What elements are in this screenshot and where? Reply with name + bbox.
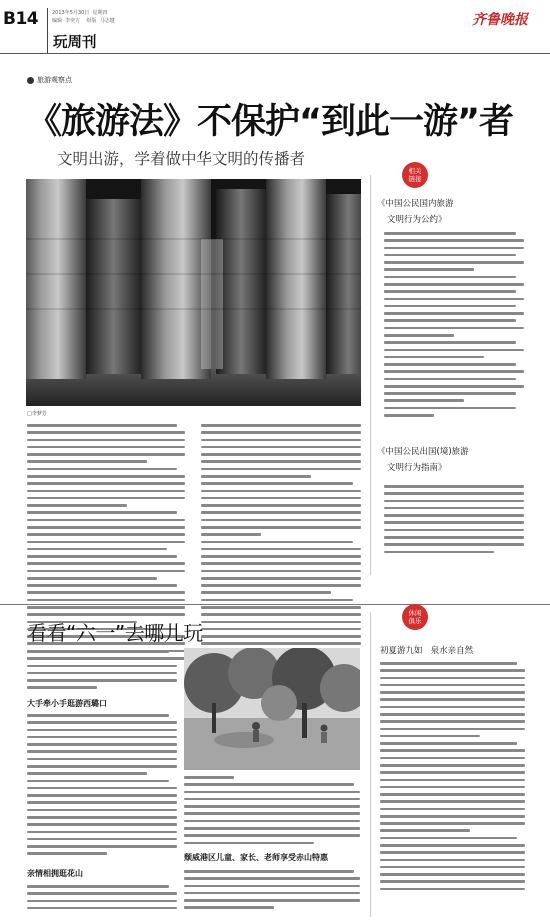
story-rule — [0, 604, 550, 605]
sidebar-law2-text — [384, 485, 524, 553]
section-title: 玩周刊 — [53, 35, 97, 51]
tag-icon — [27, 77, 34, 84]
kicker: 旅游观察点 — [27, 75, 72, 85]
related-link-badge: 相关 链接 — [402, 162, 428, 188]
article2-subhead-3: 颓威港区儿童、家长、老师享受赤山特惠 — [184, 853, 328, 862]
subheadline: 文明出游，学着做中华文明的传播者 — [57, 150, 306, 168]
sidebar2-divider — [370, 612, 371, 917]
article1-column-2 — [201, 420, 361, 652]
sidebar-law2-title: 《中国公民出国(境)旅游 文明行为指南》 — [377, 447, 469, 473]
header-rule — [0, 53, 550, 54]
article2-subhead-2: 亲情相拥逛花山 — [27, 869, 83, 878]
article2-column-1 — [27, 650, 177, 689]
sidebar-law1-text — [384, 232, 524, 417]
header-divider — [47, 8, 48, 53]
page-code: B14 — [3, 9, 39, 29]
article2-headline: 看看“六一”去哪儿玩 — [27, 621, 203, 645]
photo-art — [26, 179, 361, 406]
newspaper-logo: 齐鲁晚报 — [472, 12, 528, 28]
article2-column-2b — [184, 870, 360, 909]
article2-column-1c — [27, 885, 177, 909]
editor-line: 编辑 李奕方 组版 马志键 — [52, 18, 115, 24]
sidebar-law1-title: 《中国公民国内旅游 文明行为公约》 — [377, 199, 454, 225]
article2-column-2 — [184, 776, 360, 844]
article2-column-1b — [27, 714, 177, 855]
park-photo-art — [184, 648, 360, 770]
leisure-badge: 休闲 俱乐 — [402, 604, 428, 630]
temple-columns-photo — [26, 179, 361, 406]
date-line: 2013年5月30日 星期四 — [52, 10, 108, 16]
sidebar2-title: 初夏游九如 泉水亲自然 — [380, 646, 474, 656]
photo-credit: □李梦芳 — [27, 411, 47, 417]
park-photo — [184, 648, 360, 770]
sidebar2-text — [380, 662, 525, 890]
sidebar-divider — [370, 175, 371, 575]
article2-subhead-1: 大手牵小手逛游西璐口 — [27, 699, 107, 708]
headline: 《旅游法》不保护“到此一游”者 — [27, 102, 514, 142]
